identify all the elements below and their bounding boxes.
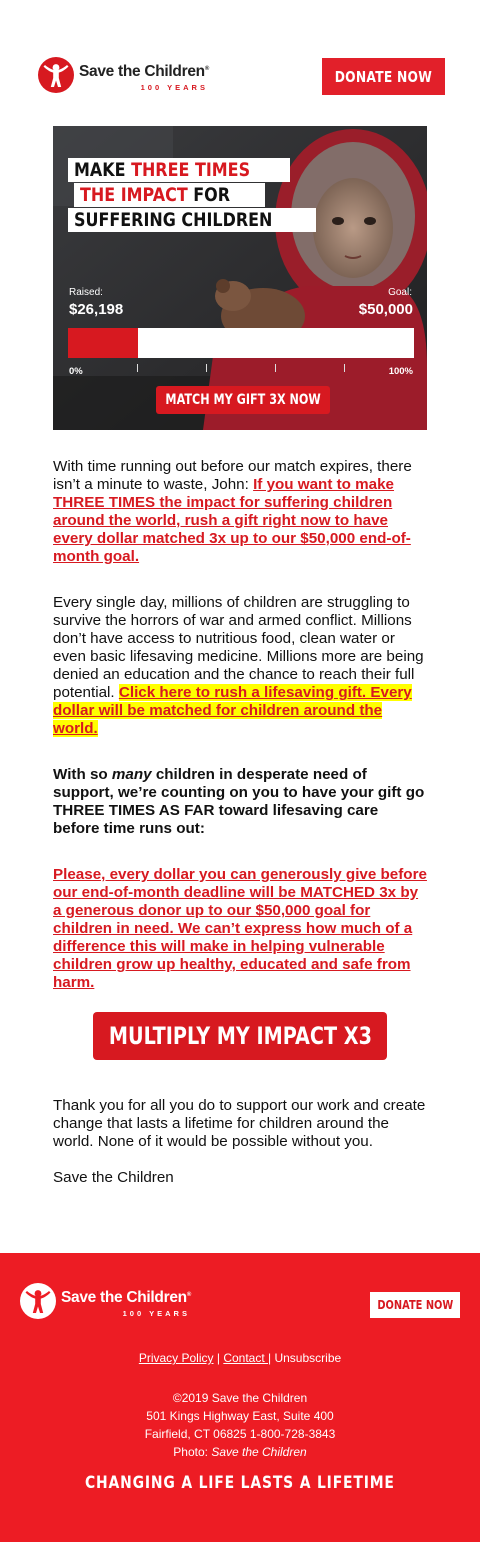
- brand-name: Save the Children: [79, 63, 205, 80]
- match-my-gift-button[interactable]: [156, 386, 330, 414]
- child-figure-logo-icon: [38, 57, 74, 93]
- address-line-2: Fairfield, CT 06825 1-800-728-3843: [144, 1427, 336, 1441]
- intro-text: With time running out before our match expires, there isn’t a minute to waste, John:: [53, 458, 412, 493]
- appeal-text: With so: [53, 766, 112, 783]
- photo-credit: [0, 1443, 480, 1461]
- headline-emphasis: THREE TIMES: [131, 159, 251, 181]
- match-my-gift-label: MATCH MY GIFT 3X NOW: [165, 392, 321, 408]
- registered-mark: ®: [186, 1291, 191, 1298]
- address-line-1: 501 Kings Highway East, Suite 400: [146, 1409, 334, 1423]
- contact-link[interactable]: Contact: [223, 1351, 269, 1365]
- brand-years: 100 YEARS: [140, 82, 208, 92]
- link-separator: |: [268, 1351, 275, 1365]
- footer-info: [0, 1389, 480, 1461]
- goal-value: $50,000: [358, 301, 413, 318]
- signoff: Save the Children: [53, 1169, 174, 1186]
- email-closing: [0, 1097, 480, 1187]
- progress-tick: [275, 364, 276, 372]
- progress-end-label: 100%: [388, 366, 413, 377]
- donate-now-label: DONATE NOW: [334, 67, 433, 86]
- appeal-text: children in desperate need of support, we’re counting on you to have your gift go THREE TIMES AS FAR toward lifesaving care before time runs out:: [53, 766, 425, 837]
- raised-value: $26,198: [69, 301, 124, 318]
- paragraph-match: [53, 866, 427, 992]
- brand-years: 100 YEARS: [122, 1308, 190, 1318]
- photo-credit-label: Photo:: [173, 1445, 212, 1459]
- progress-start-label: 0%: [69, 366, 83, 377]
- copyright: ©2019 Save the Children: [172, 1391, 308, 1405]
- tagline-text: CHANGING A LIFE LASTS A LIFETIME: [85, 1473, 395, 1493]
- footer-tagline: [0, 1473, 480, 1493]
- progress-tick: [344, 364, 345, 372]
- progress-tick: [206, 364, 207, 372]
- multiply-impact-label: MULTIPLY MY IMPACT X3: [108, 1022, 372, 1050]
- progress-bar-fill: [68, 328, 138, 358]
- footer-donate-now-button[interactable]: [370, 1292, 460, 1318]
- footer-links: [0, 1351, 480, 1365]
- brand-name: Save the Children: [61, 1289, 187, 1306]
- headline-text: SUFFERING CHILDREN: [74, 209, 273, 231]
- brand-logo[interactable]: [38, 57, 209, 93]
- raised-label: Raised:: [69, 287, 103, 298]
- hero-headline: [68, 158, 316, 232]
- multiply-impact-button[interactable]: [93, 1012, 387, 1060]
- headline-emphasis: THE IMPACT: [80, 184, 188, 206]
- goal-label: Goal:: [388, 287, 412, 298]
- intro-donate-link[interactable]: If you want to make THREE TIMES the impact for suffering children around the world, rush a gift right now to have every dollar matched 3x up to our $50,000 end-of-month goal.: [53, 476, 411, 565]
- link-separator: |: [213, 1351, 224, 1365]
- fundraising-progress-bar: [68, 328, 414, 358]
- appeal-emphasis: many: [111, 766, 152, 783]
- email-body: [0, 458, 480, 992]
- email-footer: [0, 1253, 480, 1542]
- paragraph-appeal: [53, 766, 427, 838]
- footer-donate-label: DONATE NOW: [377, 1298, 453, 1312]
- headline-text: MAKE: [74, 159, 132, 181]
- paragraph-thanks: Thank you for all you do to support our work and create change that lasts a lifetime for children around the world. None of it would be possible without you.: [53, 1097, 426, 1150]
- match-appeal-link[interactable]: Please, every dollar you can generously give before our end-of-month deadline will be MATCHED 3x by a generous donor up to our $50,000 goal for children in need. We can’t express how much of a difference this will make in helping vulnerable children grow up healthy, educated and safe from harm.: [53, 866, 427, 991]
- registered-mark: ®: [204, 65, 209, 72]
- progress-tick: [137, 364, 138, 372]
- paragraph-crisis: [53, 594, 427, 738]
- unsubscribe-link[interactable]: Unsubscribe: [274, 1351, 342, 1365]
- privacy-policy-link[interactable]: Privacy Policy: [138, 1351, 214, 1365]
- child-figure-logo-icon: [20, 1283, 56, 1319]
- hero-banner[interactable]: [53, 126, 427, 430]
- donate-now-button[interactable]: [322, 58, 445, 95]
- crisis-text: Every single day, millions of children are struggling to survive the horrors of war and armed conflict. Millions don’t have access to nutritious food, clean water or even basic lifesaving medicine. Millions more are being denied an education and the chance to reach their full potential.: [53, 594, 424, 701]
- rush-gift-link[interactable]: Click here to rush a lifesaving gift. Every dollar will be matched for children around the world.: [53, 684, 412, 737]
- footer-brand-logo[interactable]: [20, 1283, 191, 1319]
- paragraph-intro: [53, 458, 427, 566]
- progress-ticks: [68, 364, 414, 378]
- email-header: [0, 0, 480, 126]
- photo-credit-name: Save the Children: [211, 1445, 307, 1459]
- headline-text: FOR: [187, 184, 231, 206]
